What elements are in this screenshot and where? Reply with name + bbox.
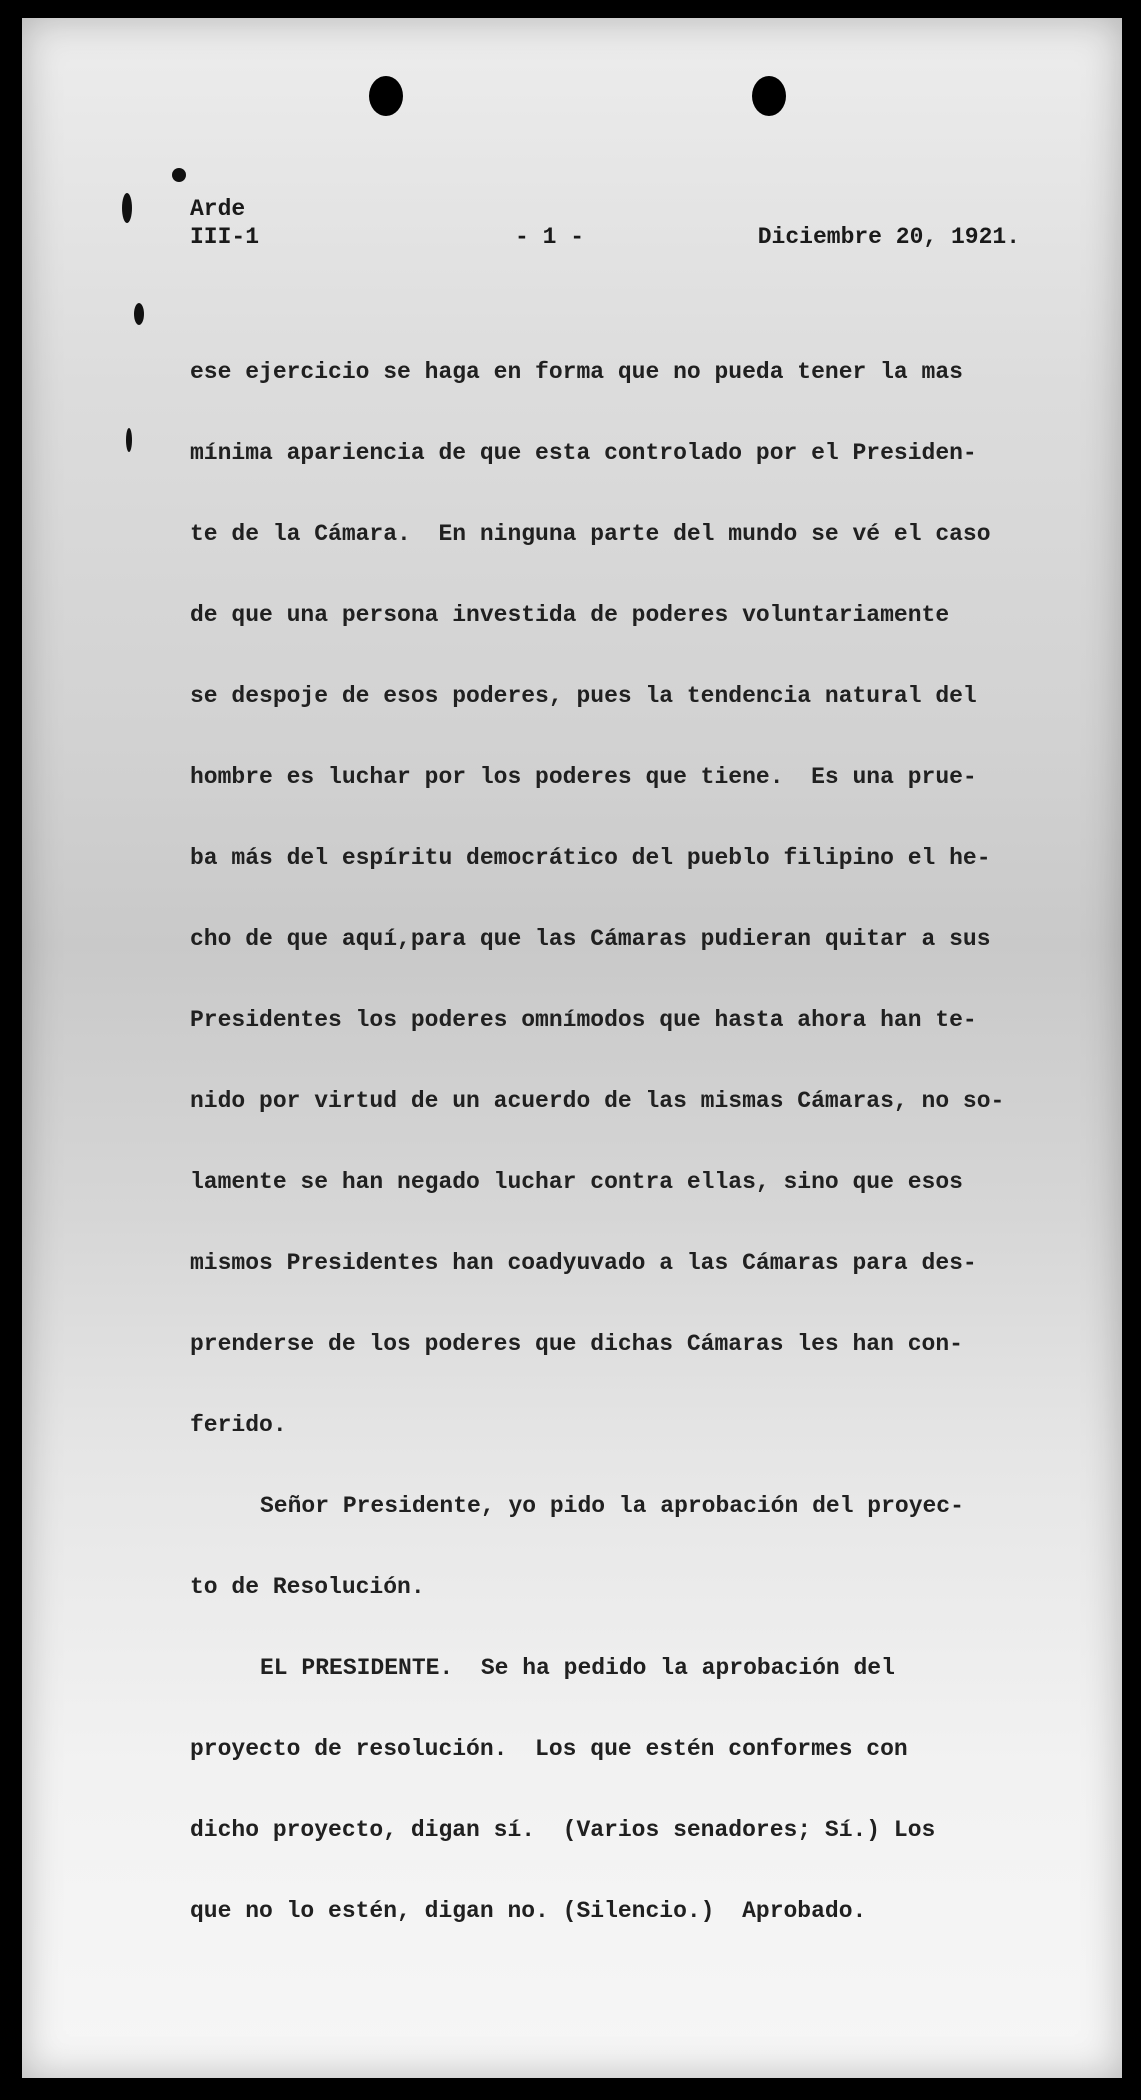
- text-line: ese ejercicio se haga en forma que no pueda tener la mas: [190, 359, 963, 385]
- ink-smudge: [172, 168, 186, 182]
- text-line: hombre es luchar por los poderes que tiene. Es una prue-: [190, 764, 977, 790]
- page-header: [190, 195, 1020, 255]
- speaker-line: EL PRESIDENTE. Se ha pedido la aprobación del: [260, 1655, 895, 1681]
- text-line: cho de que aquí,para que las Cámaras pudieran quitar a sus: [190, 926, 991, 952]
- text-line: que no lo estén, digan no. (Silencio.) Aprobado.: [190, 1898, 867, 1924]
- text-line: mismos Presidentes han coadyuvado a las Cámaras para des-: [190, 1250, 977, 1276]
- document-body: [190, 352, 1030, 1972]
- punch-hole-right: [752, 76, 786, 116]
- text-line: dicho proyecto, digan sí. (Varios senadores; Sí.) Los: [190, 1817, 936, 1843]
- reference-line-2: III-1: [190, 224, 260, 250]
- text-line: ferido.: [190, 1412, 287, 1438]
- text-line: nido por virtud de un acuerdo de las mismas Cámaras, no so-: [190, 1088, 1005, 1114]
- ink-smudge: [134, 303, 144, 325]
- text-line: se despoje de esos poderes, pues la tendencia natural del: [190, 683, 977, 709]
- reference-line-1: Arde: [190, 196, 246, 222]
- text-line: ba más del espíritu democrático del pueblo filipino el he-: [190, 845, 991, 871]
- text-line: Señor Presidente, yo pido la aprobación del proyec-: [260, 1493, 964, 1519]
- text-line: proyecto de resolución. Los que estén conformes con: [190, 1736, 908, 1762]
- text-line: Presidentes los poderes omnímodos que hasta ahora han te-: [190, 1007, 977, 1033]
- text-line: te de la Cámara. En ninguna parte del mundo se vé el caso: [190, 521, 991, 547]
- document-date: Diciembre 20, 1921.: [757, 224, 1020, 250]
- text-line: de que una persona investida de poderes voluntariamente: [190, 602, 950, 628]
- page-number: - 1 -: [515, 224, 585, 250]
- text-line: prenderse de los poderes que dichas Cámaras les han con-: [190, 1331, 963, 1357]
- text-line: to de Resolución.: [190, 1574, 425, 1600]
- ink-smudge: [126, 428, 132, 452]
- text-line: lamente se han negado luchar contra ellas, sino que esos: [190, 1169, 963, 1195]
- punch-hole-left: [369, 76, 403, 116]
- text-line: mínima apariencia de que esta controlado por el Presiden-: [190, 440, 977, 466]
- document-reference: [190, 195, 259, 251]
- ink-smudge: [122, 193, 132, 223]
